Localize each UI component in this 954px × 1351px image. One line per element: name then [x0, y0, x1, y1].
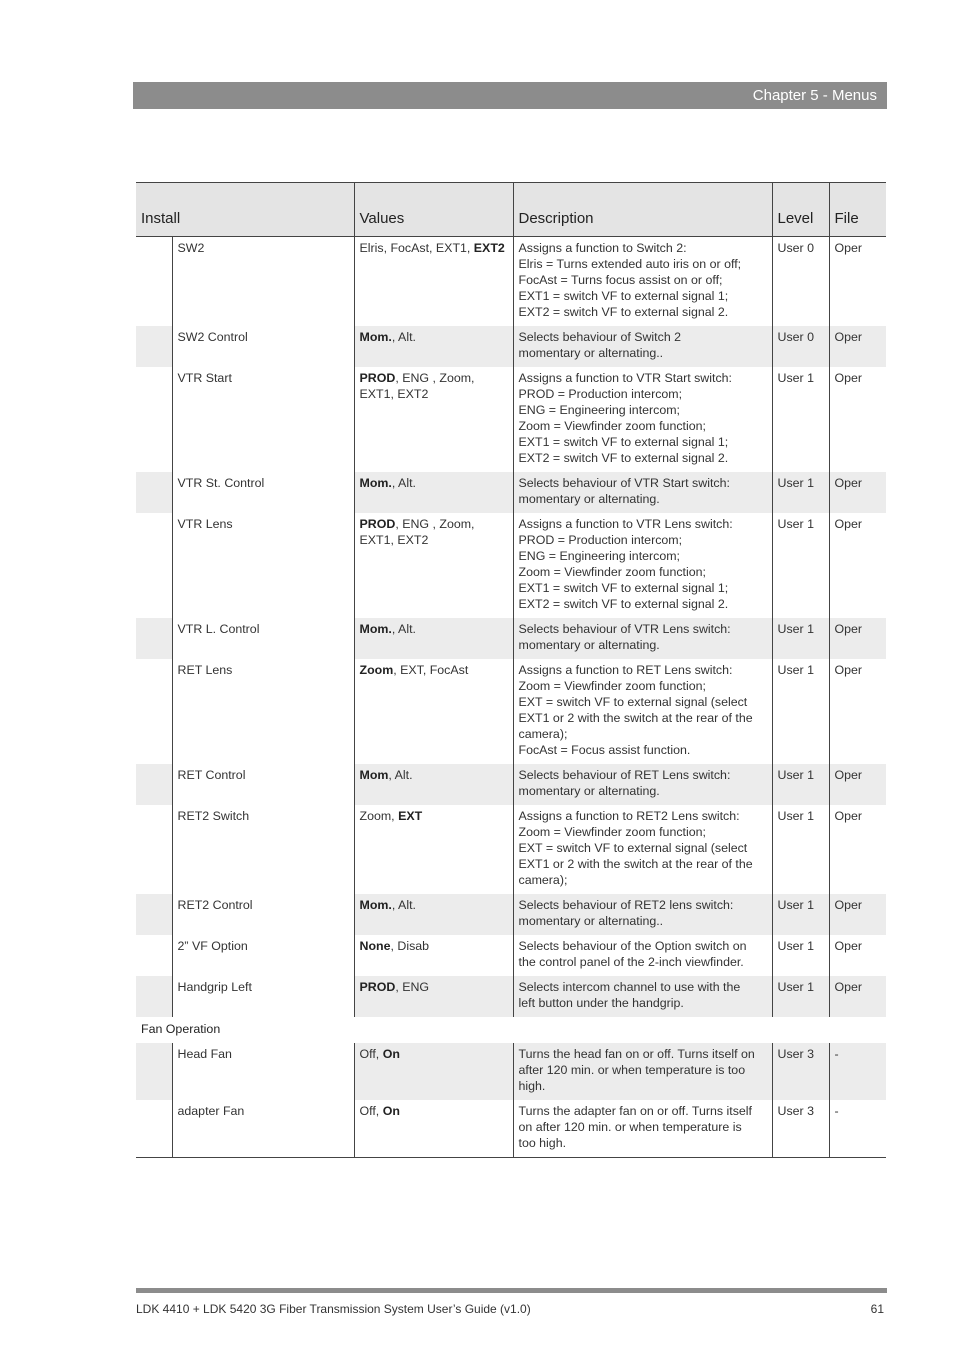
indent-cell: [136, 805, 172, 894]
level-cell: User 3: [772, 1043, 829, 1100]
description-line: momentary or alternating..: [518, 914, 664, 928]
description-cell: [513, 237, 772, 327]
values-cell: [354, 764, 513, 805]
indent-cell: [136, 1043, 172, 1100]
footer-bar: [136, 1288, 887, 1293]
values-cell: [354, 472, 513, 513]
description-cell: [513, 805, 772, 894]
level-cell: User 0: [772, 237, 829, 327]
description-line: Selects intercom channel to use with the: [518, 980, 741, 994]
value-option: Elris, FocAst, EXT1,: [359, 241, 474, 255]
table-row: [136, 472, 886, 513]
description-line: FocAst = Focus assist function.: [518, 743, 691, 757]
description-line: the control panel of the 2-inch viewfinder.: [518, 955, 744, 969]
description-line: camera);: [518, 873, 568, 887]
file-cell: Oper: [829, 618, 886, 659]
page-number: 61: [870, 1302, 884, 1316]
description-line: FocAst = Turns focus assist on or off;: [518, 273, 723, 287]
value-option: Off,: [359, 1047, 383, 1061]
description-line: left button under the handgrip.: [518, 996, 684, 1010]
values-cell: [354, 326, 513, 367]
table-row: [136, 935, 886, 976]
description-line: after 120 min. or when temperature is too: [518, 1063, 746, 1077]
description-cell: [513, 764, 772, 805]
values-cell: [354, 513, 513, 618]
table-row: [136, 1043, 886, 1100]
level-cell: User 1: [772, 472, 829, 513]
description-line: EXT1 = switch VF to external signal 1;: [518, 435, 729, 449]
indent-cell: [136, 935, 172, 976]
description-cell: [513, 1043, 772, 1100]
default-value: On: [382, 1047, 400, 1061]
default-value: PROD: [359, 980, 396, 994]
values-cell: [354, 1100, 513, 1158]
value-option: , Disab: [390, 939, 430, 953]
indent-cell: [136, 618, 172, 659]
description-line: EXT = switch VF to external signal (select: [518, 841, 748, 855]
column-header-level: Level: [772, 183, 829, 237]
description-line: Selects behaviour of the Option switch on: [518, 939, 747, 953]
indent-cell: [136, 894, 172, 935]
description-line: Turns the adapter fan on or off. Turns itself: [518, 1104, 752, 1118]
file-cell: Oper: [829, 976, 886, 1017]
file-cell: -: [829, 1043, 886, 1100]
description-line: momentary or alternating.: [518, 784, 660, 798]
file-cell: Oper: [829, 472, 886, 513]
file-cell: Oper: [829, 894, 886, 935]
table-row: [136, 1100, 886, 1158]
description-line: Turns the head fan on or off. Turns itself on: [518, 1047, 755, 1061]
description-line: EXT1 = switch VF to external signal 1;: [518, 289, 729, 303]
description-cell: [513, 472, 772, 513]
install-cell: adapter Fan: [172, 1100, 354, 1158]
description-line: Assigns a function to RET Lens switch:: [518, 663, 733, 677]
value-option: , Alt.: [391, 622, 416, 636]
file-cell: Oper: [829, 764, 886, 805]
value-option: , Alt.: [391, 330, 416, 344]
install-cell: SW2: [172, 237, 354, 327]
description-line: Zoom = Viewfinder zoom function;: [518, 825, 706, 839]
description-line: EXT2 = switch VF to external signal 2.: [518, 451, 729, 465]
table-header-row: [136, 183, 886, 237]
value-option: Off,: [359, 1104, 383, 1118]
default-value: Mom.: [359, 330, 392, 344]
description-line: too high.: [518, 1136, 567, 1150]
description-line: Zoom = Viewfinder zoom function;: [518, 565, 706, 579]
table-row: [136, 976, 886, 1017]
default-value: PROD: [359, 517, 396, 531]
table-row: [136, 659, 886, 764]
value-option: , ENG , Zoom, EXT1, EXT2: [359, 517, 475, 547]
default-value: Mom.: [359, 622, 392, 636]
level-cell: User 1: [772, 513, 829, 618]
values-cell: [354, 894, 513, 935]
description-cell: [513, 618, 772, 659]
indent-cell: [136, 659, 172, 764]
install-cell: VTR Lens: [172, 513, 354, 618]
install-cell: VTR L. Control: [172, 618, 354, 659]
install-cell: Handgrip Left: [172, 976, 354, 1017]
description-cell: [513, 935, 772, 976]
file-cell: Oper: [829, 659, 886, 764]
value-option: Zoom,: [359, 809, 399, 823]
description-line: Selects behaviour of RET Lens switch:: [518, 768, 731, 782]
description-line: Assigns a function to RET2 Lens switch:: [518, 809, 740, 823]
install-cell: Head Fan: [172, 1043, 354, 1100]
description-line: EXT1 or 2 with the switch at the rear of the: [518, 711, 753, 725]
description-line: Assigns a function to Switch 2:: [518, 241, 687, 255]
section-row: [136, 1017, 886, 1043]
description-line: momentary or alternating..: [518, 346, 664, 360]
description-line: EXT = switch VF to external signal (select: [518, 695, 748, 709]
description-line: EXT2 = switch VF to external signal 2.: [518, 305, 729, 319]
description-line: Assigns a function to VTR Start switch:: [518, 371, 732, 385]
values-cell: [354, 367, 513, 472]
default-value: None: [359, 939, 391, 953]
values-cell: [354, 1043, 513, 1100]
indent-cell: [136, 367, 172, 472]
description-line: Elris = Turns extended auto iris on or off;: [518, 257, 742, 271]
indent-cell: [136, 1100, 172, 1158]
description-line: ENG = Engineering intercom;: [518, 403, 681, 417]
description-line: momentary or alternating.: [518, 492, 660, 506]
description-line: camera);: [518, 727, 568, 741]
description-line: Selects behaviour of VTR Lens switch:: [518, 622, 731, 636]
level-cell: User 1: [772, 367, 829, 472]
default-value: EXT: [398, 809, 423, 823]
chapter-header-bar: [133, 82, 887, 109]
values-cell: [354, 935, 513, 976]
file-cell: Oper: [829, 513, 886, 618]
chapter-title: Chapter 5 - Menus: [752, 87, 877, 104]
install-cell: RET2 Control: [172, 894, 354, 935]
table-row: [136, 237, 886, 327]
level-cell: User 3: [772, 1100, 829, 1158]
table-row: [136, 894, 886, 935]
description-line: Selects behaviour of VTR Start switch:: [518, 476, 730, 490]
footer-document-title: LDK 4410 + LDK 5420 3G Fiber Transmission System User’s Guide (v1.0): [136, 1302, 531, 1316]
description-cell: [513, 367, 772, 472]
level-cell: User 0: [772, 326, 829, 367]
level-cell: User 1: [772, 659, 829, 764]
indent-cell: [136, 976, 172, 1017]
default-value: Zoom: [359, 663, 394, 677]
level-cell: User 1: [772, 618, 829, 659]
install-cell: VTR St. Control: [172, 472, 354, 513]
description-line: Zoom = Viewfinder zoom function;: [518, 419, 706, 433]
file-cell: Oper: [829, 237, 886, 327]
description-line: Selects behaviour of RET2 lens switch:: [518, 898, 734, 912]
table-body: [136, 237, 886, 1158]
description-line: Selects behaviour of Switch 2: [518, 330, 682, 344]
file-cell: Oper: [829, 326, 886, 367]
indent-cell: [136, 237, 172, 327]
value-option: , ENG: [395, 980, 430, 994]
description-line: high.: [518, 1079, 546, 1093]
default-value: Mom: [359, 768, 389, 782]
value-option: , Alt.: [388, 768, 413, 782]
description-cell: [513, 659, 772, 764]
description-line: momentary or alternating.: [518, 638, 660, 652]
level-cell: User 1: [772, 894, 829, 935]
description-line: PROD = Production intercom;: [518, 387, 683, 401]
value-option: , ENG , Zoom, EXT1, EXT2: [359, 371, 475, 401]
install-cell: VTR Start: [172, 367, 354, 472]
description-cell: [513, 1100, 772, 1158]
file-cell: Oper: [829, 805, 886, 894]
default-value: Mom.: [359, 898, 392, 912]
column-header-install: Install: [136, 183, 354, 237]
value-option: , Alt.: [391, 898, 416, 912]
level-cell: User 1: [772, 764, 829, 805]
values-cell: [354, 237, 513, 327]
indent-cell: [136, 764, 172, 805]
install-cell: RET Control: [172, 764, 354, 805]
description-line: EXT1 or 2 with the switch at the rear of the: [518, 857, 753, 871]
values-cell: [354, 618, 513, 659]
indent-cell: [136, 472, 172, 513]
indent-cell: [136, 326, 172, 367]
table-row: [136, 367, 886, 472]
file-cell: Oper: [829, 935, 886, 976]
description-line: PROD = Production intercom;: [518, 533, 683, 547]
description-line: EXT1 = switch VF to external signal 1;: [518, 581, 729, 595]
description-line: on after 120 min. or when temperature is: [518, 1120, 742, 1134]
value-option: , EXT, FocAst: [393, 663, 469, 677]
level-cell: User 1: [772, 805, 829, 894]
description-cell: [513, 513, 772, 618]
column-header-description: Description: [513, 183, 772, 237]
install-cell: SW2 Control: [172, 326, 354, 367]
description-line: ENG = Engineering intercom;: [518, 549, 681, 563]
default-value: Mom.: [359, 476, 392, 490]
table-row: [136, 513, 886, 618]
install-menu-table: [136, 182, 886, 1158]
default-value: EXT2: [473, 241, 505, 255]
description-cell: [513, 326, 772, 367]
description-line: Zoom = Viewfinder zoom function;: [518, 679, 706, 693]
default-value: PROD: [359, 371, 396, 385]
table-row: [136, 326, 886, 367]
table-row: [136, 764, 886, 805]
description-line: Assigns a function to VTR Lens switch:: [518, 517, 733, 531]
description-line: EXT2 = switch VF to external signal 2.: [518, 597, 729, 611]
file-cell: -: [829, 1100, 886, 1158]
level-cell: User 1: [772, 935, 829, 976]
default-value: On: [382, 1104, 400, 1118]
level-cell: User 1: [772, 976, 829, 1017]
values-cell: [354, 805, 513, 894]
column-header-file: File: [829, 183, 886, 237]
table-row: [136, 805, 886, 894]
description-cell: [513, 976, 772, 1017]
value-option: , Alt.: [391, 476, 416, 490]
column-header-values: Values: [354, 183, 513, 237]
values-cell: [354, 659, 513, 764]
install-cell: RET2 Switch: [172, 805, 354, 894]
install-cell: 2” VF Option: [172, 935, 354, 976]
table-row: [136, 618, 886, 659]
file-cell: Oper: [829, 367, 886, 472]
section-title: Fan Operation: [136, 1017, 886, 1043]
install-cell: RET Lens: [172, 659, 354, 764]
indent-cell: [136, 513, 172, 618]
description-cell: [513, 894, 772, 935]
values-cell: [354, 976, 513, 1017]
